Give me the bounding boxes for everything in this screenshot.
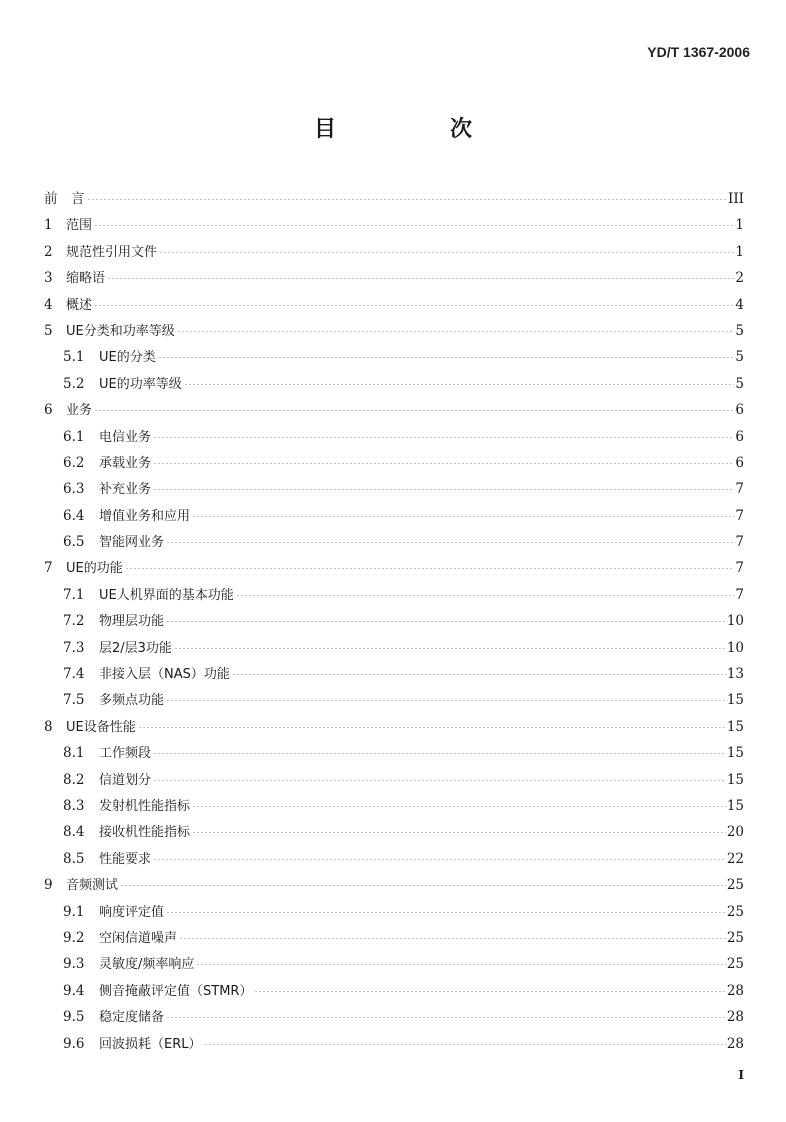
toc-entry[interactable] bbox=[44, 1004, 744, 1030]
toc-entry-page-number: 10 bbox=[726, 639, 744, 656]
toc-entry[interactable] bbox=[44, 529, 744, 555]
toc-entry-number: 9.1 bbox=[63, 903, 85, 920]
toc-entry-page-number: 15 bbox=[726, 745, 744, 762]
toc-entry-page-number: 1 bbox=[735, 243, 744, 260]
dot-leader bbox=[166, 621, 726, 622]
toc-entry[interactable] bbox=[44, 846, 744, 872]
dot-leader bbox=[125, 568, 735, 569]
toc-entry-label: 范围 bbox=[66, 218, 93, 234]
toc-entry-page-number: 25 bbox=[726, 956, 744, 973]
dot-leader bbox=[196, 964, 725, 965]
toc-entry-page-number: 7 bbox=[735, 481, 744, 498]
toc-entry[interactable] bbox=[44, 925, 744, 951]
toc-entry-number: 2 bbox=[44, 243, 53, 260]
dot-leader bbox=[192, 832, 726, 833]
toc-entry-page-number: 22 bbox=[726, 850, 744, 867]
toc-entry-page-number: 6 bbox=[735, 428, 744, 445]
toc-entry-number: 5.2 bbox=[63, 375, 85, 392]
toc-entry-label: 侧音掩蔽评定值（STMR） bbox=[99, 983, 253, 999]
toc-entry[interactable] bbox=[44, 186, 744, 212]
toc-entry-page-number: 28 bbox=[726, 982, 744, 999]
toc-entry[interactable] bbox=[44, 899, 744, 925]
toc-entry-page-number: 15 bbox=[726, 771, 744, 788]
toc-entry-label: UE的功能 bbox=[66, 561, 123, 577]
dot-leader bbox=[94, 305, 734, 306]
toc-entry-number: 7.1 bbox=[63, 586, 85, 603]
toc-entry-page-number: 28 bbox=[726, 1035, 744, 1052]
dot-leader bbox=[166, 1017, 726, 1018]
dot-leader bbox=[153, 463, 734, 464]
page-folio: I bbox=[738, 1068, 744, 1082]
toc-entry-label: 业务 bbox=[66, 403, 93, 419]
toc-entry-page-number: 7 bbox=[735, 560, 744, 577]
toc-entry-page-number: 6 bbox=[735, 402, 744, 419]
toc-entry-label: 发射机性能指标 bbox=[99, 798, 191, 814]
toc-entry-label: 增值业务和应用 bbox=[99, 508, 191, 524]
toc-entry[interactable] bbox=[44, 476, 744, 502]
toc-entry-number: 9 bbox=[44, 877, 53, 894]
dot-leader bbox=[204, 1044, 726, 1045]
toc-entry-number: 5 bbox=[44, 322, 53, 339]
toc-entry-page-number: 15 bbox=[726, 797, 744, 814]
toc-entry[interactable] bbox=[44, 1031, 744, 1057]
toc-entry[interactable] bbox=[44, 265, 744, 291]
toc-entry[interactable] bbox=[44, 212, 744, 238]
toc-entry-page-number: 5 bbox=[735, 375, 744, 392]
toc-entry-page-number: 28 bbox=[726, 1009, 744, 1026]
toc-entry-page-number: 25 bbox=[726, 877, 744, 894]
toc-entry-label: 工作频段 bbox=[99, 746, 152, 762]
toc-entry-page-number: III bbox=[728, 191, 744, 207]
toc-entry-label: 电信业务 bbox=[99, 429, 152, 445]
dot-leader bbox=[153, 437, 734, 438]
toc-entry-label: 回波损耗（ERL） bbox=[99, 1036, 202, 1052]
toc-entry-number: 4 bbox=[44, 296, 53, 313]
toc-entry-number: 9.5 bbox=[63, 1009, 85, 1026]
toc-entry-number: 6.2 bbox=[63, 454, 85, 471]
toc-entry[interactable] bbox=[44, 239, 744, 265]
toc-entry[interactable] bbox=[44, 503, 744, 529]
toc-entry[interactable] bbox=[44, 371, 744, 397]
toc-entry-label: 非接入层（NAS）功能 bbox=[99, 667, 230, 683]
dot-leader bbox=[153, 489, 734, 490]
dot-leader bbox=[158, 357, 735, 358]
toc-entry-label: UE的分类 bbox=[99, 350, 156, 366]
dot-leader bbox=[159, 252, 734, 253]
toc-entry-page-number: 1 bbox=[735, 217, 744, 234]
toc-entry-label: UE分类和功率等级 bbox=[66, 323, 175, 339]
toc-entry-number: 7.2 bbox=[63, 613, 85, 630]
dot-leader bbox=[166, 912, 726, 913]
toc-entry-page-number: 7 bbox=[735, 586, 744, 603]
dot-leader bbox=[87, 199, 728, 200]
toc-entry-page-number: 10 bbox=[726, 613, 744, 630]
toc-entry[interactable] bbox=[44, 819, 744, 845]
toc-entry[interactable] bbox=[44, 450, 744, 476]
toc-entry[interactable] bbox=[44, 582, 744, 608]
toc-entry-label: 接收机性能指标 bbox=[99, 825, 191, 841]
toc-entry-page-number: 25 bbox=[726, 929, 744, 946]
toc-entry-label: UE设备性能 bbox=[66, 719, 136, 735]
toc-entry[interactable] bbox=[44, 292, 744, 318]
toc-entry-label: 响度评定值 bbox=[99, 904, 165, 920]
toc-entry-label: 性能要求 bbox=[99, 851, 152, 867]
toc-entry[interactable] bbox=[44, 978, 744, 1004]
toc-entry-number: 9.2 bbox=[63, 929, 85, 946]
toc-entry-label: 概述 bbox=[66, 297, 93, 313]
dot-leader bbox=[236, 595, 735, 596]
toc-entry-page-number: 15 bbox=[726, 718, 744, 735]
toc-entry[interactable] bbox=[44, 344, 744, 370]
toc-entry-page-number: 15 bbox=[726, 692, 744, 709]
toc-entry-number: 8 bbox=[44, 718, 53, 735]
dot-leader bbox=[138, 727, 726, 728]
dot-leader bbox=[166, 700, 726, 701]
toc-entry-label: 规范性引用文件 bbox=[66, 244, 158, 260]
toc-entry[interactable] bbox=[44, 397, 744, 423]
toc-entry-number: 1 bbox=[44, 217, 53, 234]
toc-entry-label: 稳定度储备 bbox=[99, 1010, 165, 1026]
toc-entry-page-number: 20 bbox=[726, 824, 744, 841]
toc-entry-page-number: 5 bbox=[735, 322, 744, 339]
toc-entry-label: 信道划分 bbox=[99, 772, 152, 788]
dot-leader bbox=[153, 753, 726, 754]
toc-entry[interactable] bbox=[44, 687, 744, 713]
toc-entry-number: 8.5 bbox=[63, 850, 85, 867]
toc-entry[interactable] bbox=[44, 951, 744, 977]
toc-entry[interactable] bbox=[44, 661, 744, 687]
toc-entry-label: 层2/层3功能 bbox=[99, 640, 172, 656]
toc-entry-number: 9.4 bbox=[63, 982, 85, 999]
dot-leader bbox=[94, 225, 734, 226]
toc-entry-page-number: 13 bbox=[726, 666, 744, 683]
toc-entry-label: 补充业务 bbox=[99, 482, 152, 498]
dot-leader bbox=[94, 410, 734, 411]
toc-entry-label: 承载业务 bbox=[99, 455, 152, 471]
toc-entry-number: 6.5 bbox=[63, 534, 85, 551]
dot-leader bbox=[232, 674, 726, 675]
toc-entry-number: 6 bbox=[44, 402, 53, 419]
toc-entry[interactable] bbox=[44, 714, 744, 740]
toc-entry-label: 音频测试 bbox=[66, 878, 119, 894]
dot-leader bbox=[153, 780, 726, 781]
page-title: 目 次 bbox=[313, 117, 518, 142]
toc-entry-label: 缩略语 bbox=[66, 271, 106, 287]
toc-entry-number: 8.3 bbox=[63, 797, 85, 814]
toc-entry-page-number: 7 bbox=[735, 507, 744, 524]
dot-leader bbox=[192, 516, 734, 517]
dot-leader bbox=[192, 806, 726, 807]
dot-leader bbox=[179, 938, 726, 939]
toc-entry-page-number: 25 bbox=[726, 903, 744, 920]
toc-entry[interactable] bbox=[44, 555, 744, 581]
toc-entry-label: UE的功率等级 bbox=[99, 376, 182, 392]
toc-entry[interactable] bbox=[44, 872, 744, 898]
dot-leader bbox=[153, 859, 726, 860]
toc-entry-label: 物理层功能 bbox=[99, 614, 165, 630]
toc-entry-number: 8.4 bbox=[63, 824, 85, 841]
toc-entry-number: 7.5 bbox=[63, 692, 85, 709]
toc-entry-label: 空闲信道噪声 bbox=[99, 930, 178, 946]
toc-entry-number: 3 bbox=[44, 270, 53, 287]
toc-entry-label: 灵敏度/频率响应 bbox=[99, 957, 195, 973]
toc-entry-number: 9.6 bbox=[63, 1035, 85, 1052]
toc-entry[interactable] bbox=[44, 793, 744, 819]
document-number: YD/T 1367-2006 bbox=[647, 44, 750, 60]
toc-entry-number: 6.1 bbox=[63, 428, 85, 445]
toc-entry-label: UE人机界面的基本功能 bbox=[99, 587, 234, 603]
toc-entry-number: 6.4 bbox=[63, 507, 85, 524]
toc-entry-number: 9.3 bbox=[63, 956, 85, 973]
toc-entry-number: 5.1 bbox=[63, 349, 85, 366]
dot-leader bbox=[107, 278, 734, 279]
toc-entry-number: 6.3 bbox=[63, 481, 85, 498]
dot-leader bbox=[174, 648, 726, 649]
dot-leader bbox=[177, 331, 735, 332]
toc-entry-page-number: 4 bbox=[735, 296, 744, 313]
toc-entry[interactable] bbox=[44, 635, 744, 661]
toc-entry-label: 多频点功能 bbox=[99, 693, 165, 709]
toc-entry-page-number: 2 bbox=[735, 270, 744, 287]
toc-entry[interactable] bbox=[44, 767, 744, 793]
toc-entry-number: 前 言 bbox=[44, 191, 85, 207]
dot-leader bbox=[166, 542, 734, 543]
toc-entry-page-number: 7 bbox=[735, 534, 744, 551]
dot-leader bbox=[184, 384, 735, 385]
toc-entry[interactable] bbox=[44, 740, 744, 766]
toc-entry-number: 8.1 bbox=[63, 745, 85, 762]
toc-entry[interactable] bbox=[44, 318, 744, 344]
toc-entry-number: 7 bbox=[44, 560, 53, 577]
table-of-contents bbox=[44, 186, 744, 1057]
toc-entry-page-number: 6 bbox=[735, 454, 744, 471]
toc-entry-number: 7.3 bbox=[63, 639, 85, 656]
dot-leader bbox=[120, 885, 726, 886]
toc-entry-number: 7.4 bbox=[63, 666, 85, 683]
toc-entry-label: 智能网业务 bbox=[99, 535, 165, 551]
dot-leader bbox=[254, 991, 725, 992]
toc-entry-number: 8.2 bbox=[63, 771, 85, 788]
toc-entry[interactable] bbox=[44, 424, 744, 450]
toc-entry[interactable] bbox=[44, 608, 744, 634]
toc-entry-page-number: 5 bbox=[735, 349, 744, 366]
